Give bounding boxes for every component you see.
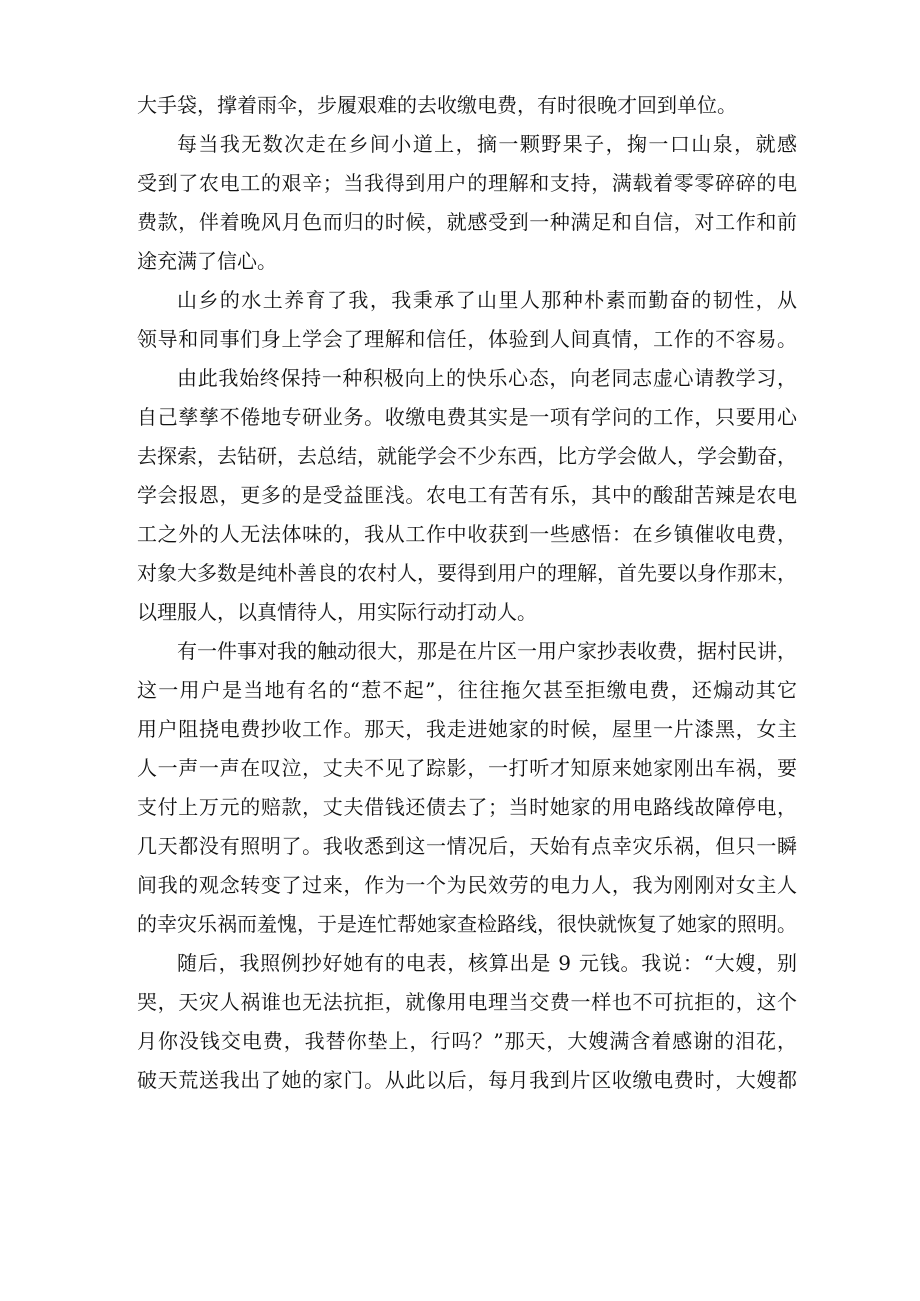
text-line: 几天都没有照明了。我收悉到这一情况后，天始有点幸灾乐祸，但只一瞬 xyxy=(137,834,798,858)
paragraph-first-line: 由此我始终保持一种积极向上的快乐心态，向老同志虚心请教学习， xyxy=(177,366,798,390)
text-line: 工之外的人无法体味的，我从工作中收获到一些感悟：在乡镇催收电费， xyxy=(137,522,798,546)
text-line: 学会报恩，更多的是受益匪浅。农电工有苦有乐，其中的酸甜苦辣是农电 xyxy=(137,483,798,507)
paragraph-first-line: 每当我无数次走在乡间小道上，摘一颗野果子，掬一口山泉，就感 xyxy=(177,132,799,156)
text-line: 费款，伴着晚风月色而归的时候，就感受到一种满足和自信，对工作和前 xyxy=(137,210,798,234)
text-line: 对象大多数是纯朴善良的农村人，要得到用户的理解，首先要以身作那末， xyxy=(137,561,797,585)
paragraph-first-line: 随后，我照例抄好她有的电表，核算出是 9 元钱。我说：“大嫂，别 xyxy=(177,951,798,975)
text-line: 途充满了信心。 xyxy=(137,249,277,273)
text-line: 哭，天灾人祸谁也无法抗拒，就像用电理当交费一样也不可抗拒的，这个 xyxy=(137,990,798,1014)
text-line: 月你没钱交电费，我替你垫上，行吗？”那天，大嫂满含着感谢的泪花， xyxy=(137,1029,798,1053)
text-line: 间我的观念转变了过来，作为一个为民效劳的电力人，我为刚刚对女主人 xyxy=(137,873,798,897)
text-line: 用户阻挠电费抄收工作。那天，我走进她家的时候，屋里一片漆黑，女主 xyxy=(137,717,798,741)
text-line: 以理服人，以真情待人，用实际行动打动人。 xyxy=(137,600,537,624)
text-line: 人一声一声在叹泣，丈夫不见了踪影，一打听才知原来她家刚出车祸，要 xyxy=(137,756,798,780)
paragraph-first-line: 有一件事对我的触动很大，那是在片区一用户家抄表收费，据村民讲， xyxy=(177,639,797,663)
text-line: 自己孳孳不倦地专研业务。收缴电费其实是一项有学问的工作，只要用心 xyxy=(137,405,798,429)
text-line: 领导和同事们身上学会了理解和信任，体验到人间真情，工作的不容易。 xyxy=(137,327,798,351)
text-line: 支付上万元的赔款，丈夫借钱还债去了；当时她家的用电路线故障停电， xyxy=(137,795,798,819)
text-line: 去探索，去钻研，去总结，就能学会不少东西，比方学会做人，学会勤奋， xyxy=(137,444,797,468)
text-line: 受到了农电工的艰辛；当我得到用户的理解和支持，满载着零零碎碎的电 xyxy=(137,171,798,195)
text-line: 的幸灾乐祸而羞愧，于是连忙帮她家查检路线，很快就恢复了她家的照明。 xyxy=(137,912,797,936)
text-line: 破天荒送我出了她的家门。从此以后，每月我到片区收缴电费时，大嫂都 xyxy=(137,1068,798,1092)
paragraph-first-line: 山乡的水土养育了我，我秉承了山里人那种朴素而勤奋的韧性，从 xyxy=(177,288,799,312)
text-line: 大手袋，撑着雨伞，步履艰难的去收缴电费，有时很晚才回到单位。 xyxy=(137,93,737,117)
text-line: 这一用户是当地有名的“惹不起”，往往拖欠甚至拒缴电费，还煽动其它 xyxy=(137,678,799,702)
document-body xyxy=(137,86,797,1100)
